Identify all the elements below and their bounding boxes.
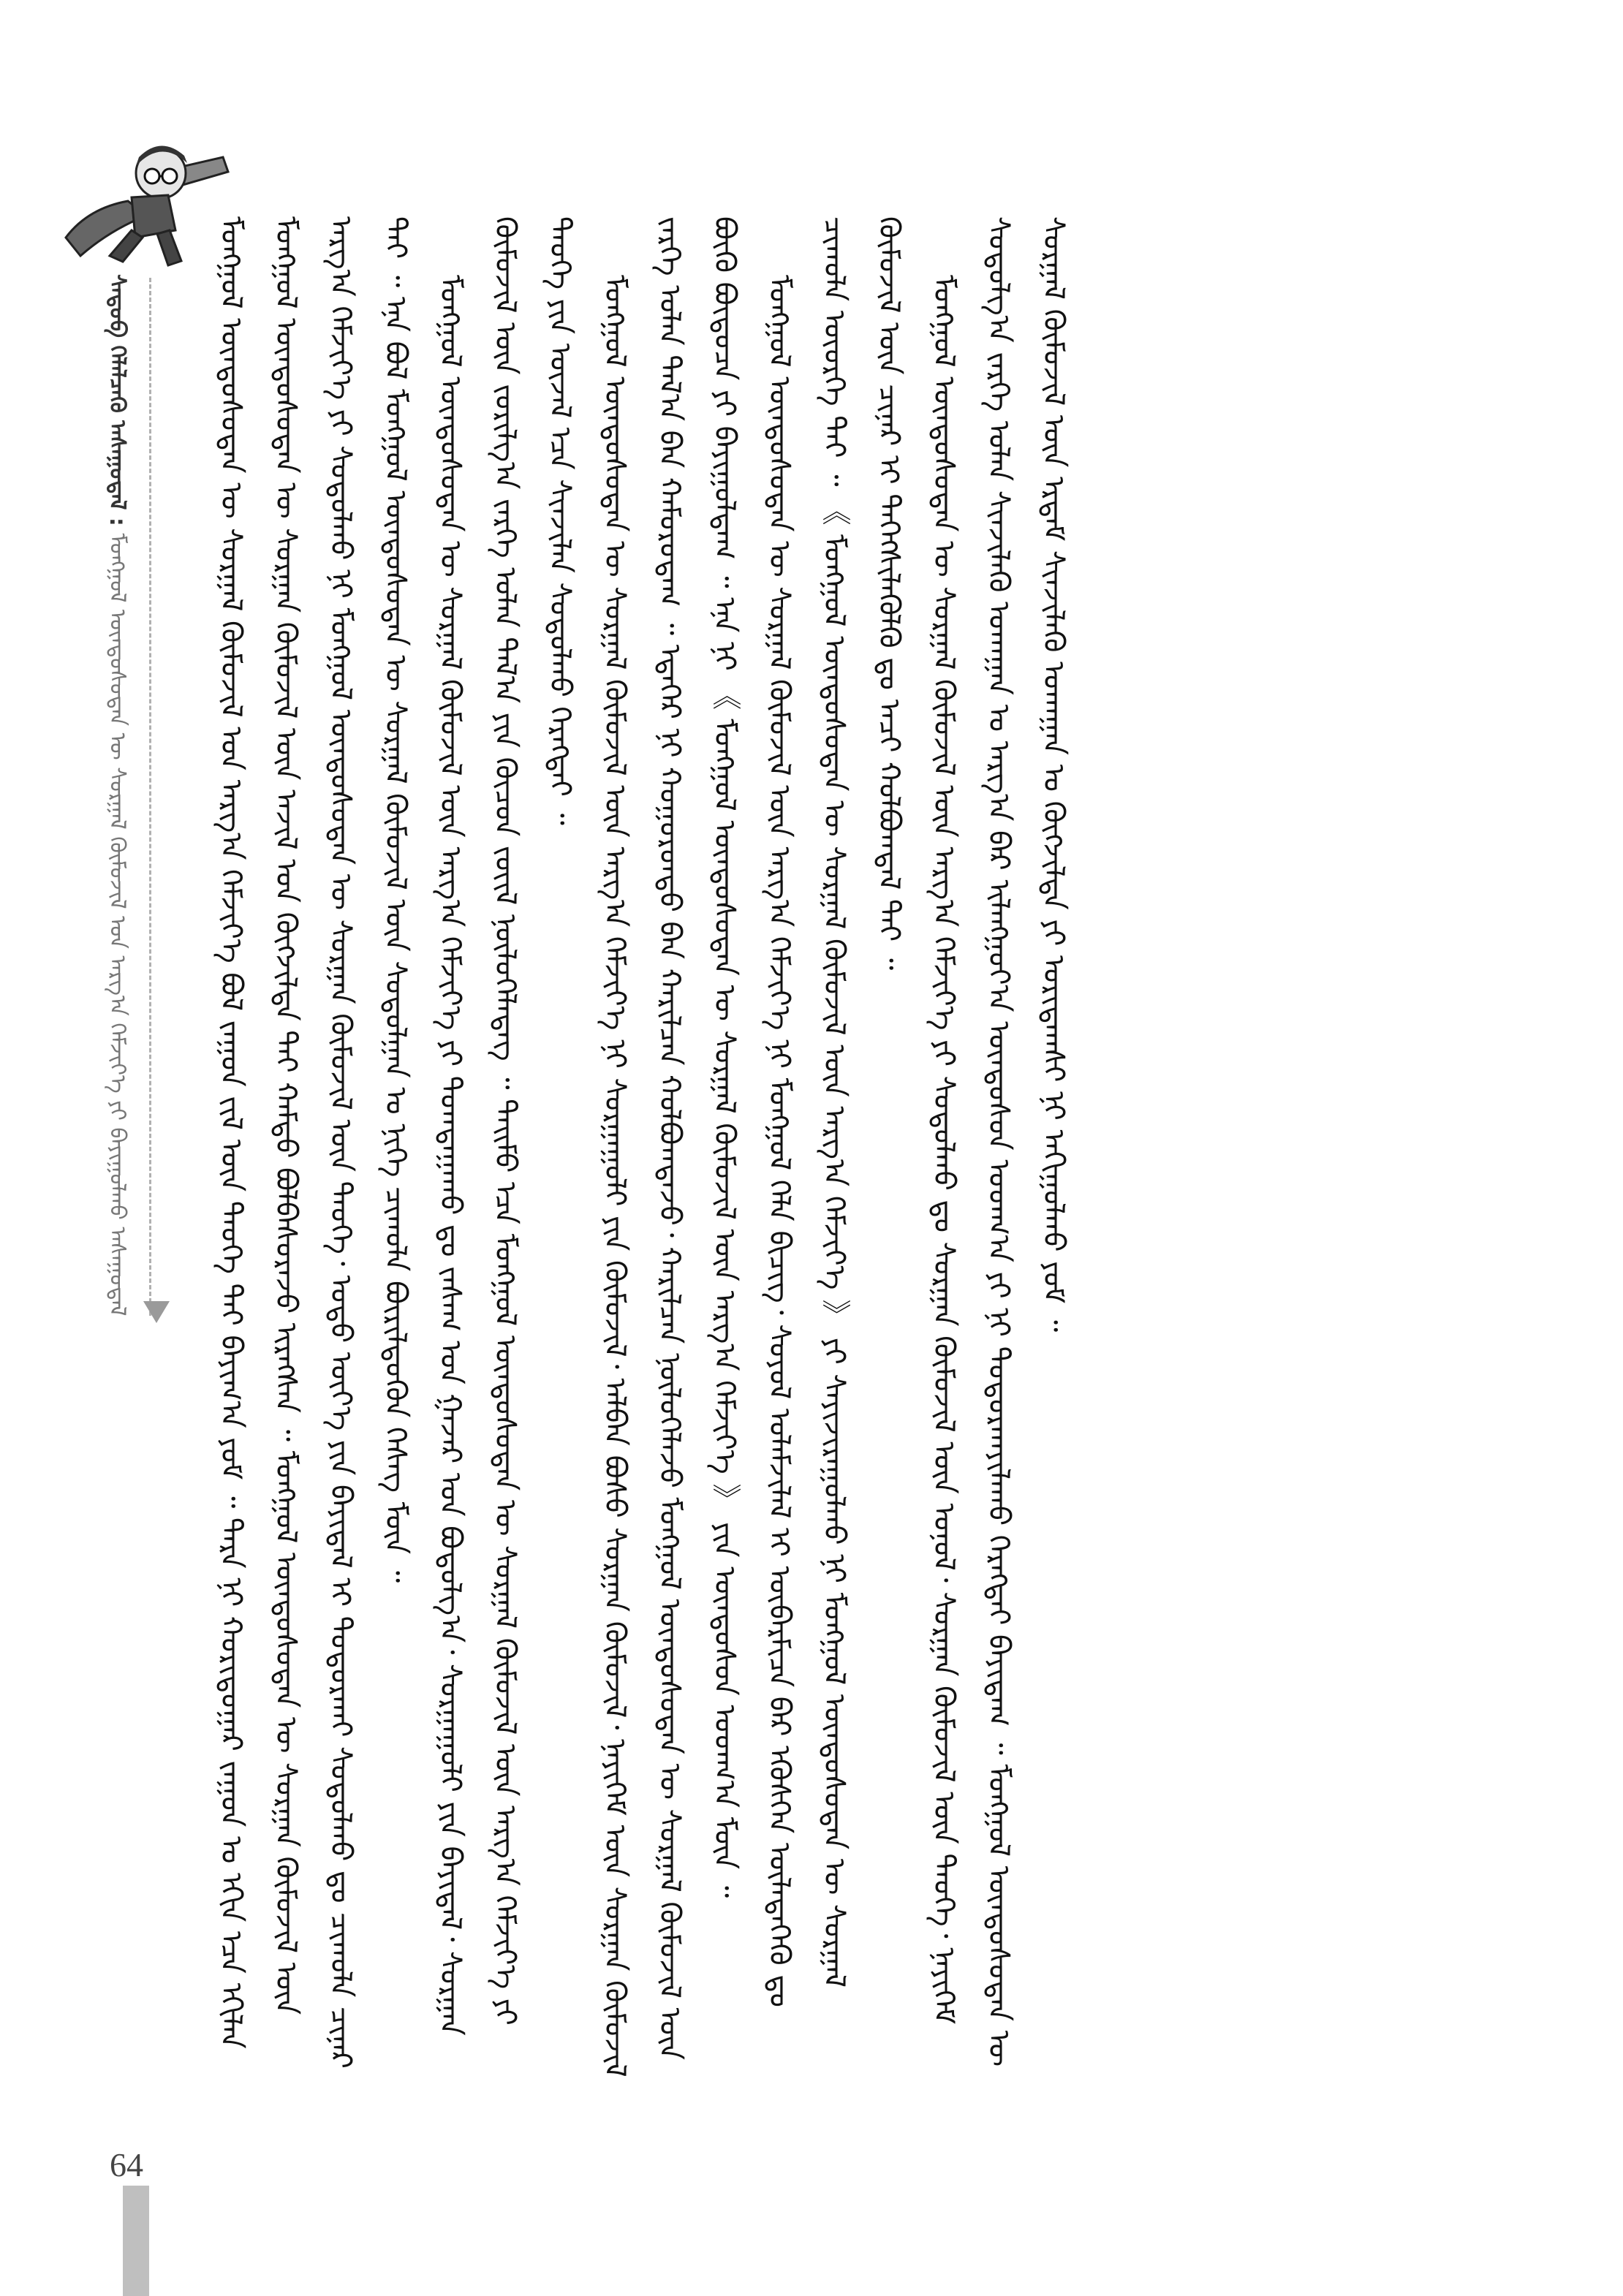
body-text-columns <box>203 216 1446 2088</box>
paragraph: ᠮᠣᠩᠭᠣᠯ ᠦᠨᠳᠦᠰᠦᠲᠡᠨ ᠦ ᠰᠤᠷᠭᠠᠯ ᠬᠦᠮᠦᠵᠢᠯ ᠦᠨ ᠠᠷᠭ᠎ᠠ ᠬᠡᠮᠵᠢᠶ᠎ᠡ ᠨᠢ ᠮᠣᠩᠭᠣᠯ ᠬᠡᠯᠡ ᠪᠢᠴᠢᠭ᠂ ᠰᠣᠶᠣᠯ ᠤᠯᠠᠮᠵᠢᠯᠠᠯ ᠢ ᠥᠪᠡᠷᠮᠢᠴᠡ ᠪᠡᠷ ᠡᠭᠦᠰᠬᠡᠨ ᠦᠯᠡᠳᠡᠭᠡᠬᠦ ᠳᠤ ᠴᠢᠬᠤᠯᠠ ᠦᠦᠷᠭᠡ ᠲᠠᠢ ᠃ 《 ᠮᠣᠩᠭᠣᠯ ᠦᠨᠳᠦᠰᠦᠲᠡᠨ ᠦ ᠰᠤᠷᠭᠠᠯ ᠬᠦᠮᠦᠵᠢᠯ ᠦᠨ ᠠᠷᠭ᠎ᠠ ᠬᠡᠮᠵᠢᠶ᠎ᠡ 》 ᠶᠢ ᠰᠠᠶᠢᠵᠢᠷᠠᠭᠤᠯᠬᠤ ᠨᠢ ᠮᠣᠩᠭᠣᠯ ᠦᠨᠳᠦᠰᠦᠲᠡᠨ ᠦ ᠰᠤᠷᠭᠠᠯ ᠬᠦᠮᠦᠵᠢᠯ ᠦᠨ ᠴᠢᠨᠠᠷ ᠢ ᠳᠡᠭᠡᠭᠰᠢᠯᠡᠭᠦᠯᠬᠦ ᠳᠤ ᠠᠴᠢ ᠬᠣᠯᠪᠣᠭᠳᠠᠯ ᠲᠠᠢ ᠃ <box>763 216 906 2007</box>
paragraph: ᠮᠣᠩᠭᠣᠯ ᠦᠨᠳᠦᠰᠦᠲᠡᠨ ᠦ ᠰᠤᠷᠭᠠᠯ ᠬᠦᠮᠦᠵᠢᠯ ᠦᠨ ᠠᠷᠭ᠎ᠠ ᠬᠡᠮᠵᠢᠶ᠎ᠡ ᠶᠢ ᠰᠤᠳᠤᠯᠬᠤ ᠳᠤ ᠰᠤᠷᠭᠠᠨ ᠬᠦᠮᠦᠵᠢᠯ ᠦᠨ ᠣᠨᠣᠯ᠂ ᠰᠤᠷᠭᠠᠨ ᠬᠦᠮᠦᠵᠢᠯ ᠦᠨ ᠲᠡᠦᠬᠡ᠂ ᠨᠡᠶᠢᠭᠡᠮ ᠰᠤᠳᠤᠯᠭ᠎ᠠ ᠵᠡᠷᠭᠡ ᠣᠯᠠᠨ ᠰᠢᠨᠵᠢᠯᠡᠬᠦ ᠤᠬᠠᠭᠠᠨ ᠤ ᠠᠷᠭ᠎ᠠ ᠪᠠᠷ ᠢᠯᠠᠩᠭᠤᠶ᠎ᠠ ᠦᠨᠳᠦᠰᠦᠨ ᠤᠳᠬ᠎ᠠ ᠶᠢ ᠨᠢ ᠲᠣᠳᠣᠷᠬᠠᠶᠢᠯᠠᠬᠤ ᠬᠡᠷᠡᠭᠲᠡᠢ ᠪᠠᠶᠢᠳᠠᠭ ᠃ ᠮᠣᠩᠭᠣᠯ ᠦᠨᠳᠦᠰᠦᠲᠡᠨ ᠦ ᠰᠤᠷᠭᠠᠯ ᠬᠦᠮᠦᠵᠢᠯ ᠦᠨ ᠡᠷᠳᠡᠮ ᠰᠢᠨᠵᠢᠯᠡᠬᠦ ᠤᠬᠠᠭᠠᠨ ᠤ ᠬᠥᠭᠵᠢᠯᠲᠡ ᠶᠢ ᠤᠷᠢᠳᠠᠭᠰᠢ ᠨᠢ ᠠᠬᠢᠭᠤᠯᠬᠤ ᠶᠤᠮ ᠃ <box>927 216 1070 2067</box>
running-header <box>104 274 130 1327</box>
page-number: 64 <box>110 2146 143 2183</box>
paragraph: ᠮᠣᠩᠭᠣᠯ ᠦᠨᠳᠦᠰᠦᠲᠡᠨ ᠦ ᠰᠤᠷᠭᠠᠯ ᠬᠦᠮᠦᠵᠢᠯ ᠦᠨ ᠠᠷᠭ᠎ᠠ ᠬᠡᠮᠵᠢᠶ᠎ᠡ ᠶᠢ ᠲᠣᠭᠲᠠᠭᠠᠬᠤ ᠳᠤ ᠵᠠᠰᠠᠭ ᠤᠨ ᠭᠠᠵᠠᠷ ᠤᠨ ᠪᠣᠳᠣᠯᠭ᠎ᠠ᠂ ᠰᠤᠷᠭᠠᠭᠤᠯᠢ ᠶᠢᠨ ᠪᠠᠶᠢᠳᠠᠯ᠂ ᠰᠤᠷᠭᠠᠨ ᠬᠦᠮᠦᠵᠢᠯ ᠦᠨ ᠵᠣᠷᠢᠯᠭ᠎ᠠ ᠵᠡᠷᠭᠡ ᠣᠯᠠᠨ ᠲᠠᠯ᠎ᠠ ᠶᠢᠨ ᠬᠦᠴᠦᠨ ᠵᠦᠢᠯ ᠨᠥᠯᠦᠭᠡᠯᠡᠳᠡᠭ ᠃ ᠲᠡᠢᠮᠦ ᠡᠴᠡ ᠮᠣᠩᠭᠣᠯ ᠦᠨᠳᠦᠰᠦᠲᠡᠨ ᠦ ᠰᠤᠷᠭᠠᠯ ᠬᠦᠮᠦᠵᠢᠯ ᠦᠨ ᠠᠷᠭ᠎ᠠ ᠬᠡᠮᠵᠢᠶ᠎ᠡ ᠶᠢ ᠲᠡᠦᠬᠡ ᠶᠢᠨ ᠦᠵᠡᠯ ᠡᠴᠡ ᠰᠢᠨᠵᠢᠯᠡᠨ ᠰᠤᠳᠤᠯᠬᠤ ᠬᠡᠷᠡᠭᠲᠡᠢ ᠃ <box>434 216 577 2036</box>
paragraph: ᠮᠣᠩᠭᠣᠯ ᠦᠨᠳᠦᠰᠦᠲᠡᠨ ᠦ ᠰᠤᠷᠭᠠᠯ ᠬᠦᠮᠦᠵᠢᠯ ᠤᠨ ᠠᠷᠭ᠎ᠠ ᠬᠡᠮᠵᠢᠶ᠎ᠡ ᠪᠣᠯ ᠵᠠᠭᠤᠨ ᠵᠢᠯ ᠦᠨ ᠲᠡᠦᠬᠡ ᠲᠡᠢ ᠪᠠᠶᠢᠭ᠎ᠠ ᠶᠤᠮ ᠃ ᠲᠡᠷᠡ ᠨᠢ ᠬᠣᠷᠢᠳᠤᠭᠠᠷ ᠵᠠᠭᠤᠨ ᠤ ᠡᠬᠢᠨ ᠡᠴᠡ ᠡᠬᠢᠯᠡᠨ ᠮᠣᠩᠭᠣᠯ ᠦᠨᠳᠦᠰᠦᠲᠡᠨ ᠦ ᠰᠤᠷᠭᠠᠨ ᠬᠦᠮᠦᠵᠢᠯ ᠦᠨ ᠠᠵᠢᠯ ᠤᠨ ᠬᠦᠭᠵᠢᠯᠲᠡ ᠲᠠᠢ ᠬᠠᠮᠲᠤ ᠪᠣᠯᠪᠠᠰᠤᠷᠠᠵᠤ ᠢᠷᠡᠭᠰᠡᠨ ᠃ ᠮᠣᠩᠭᠣᠯ ᠦᠨᠳᠦᠰᠦᠲᠡᠨ ᠦ ᠰᠤᠷᠭᠠᠨ ᠬᠦᠮᠦᠵᠢᠯ ᠦᠨ ᠠᠷᠭ᠎ᠠ ᠬᠡᠮᠵᠢᠶ᠎ᠡ ᠶᠢ ᠰᠤᠳᠤᠯᠬᠤ ᠨᠢ ᠮᠣᠩᠭᠣᠯ ᠦᠨᠳᠦᠰᠦᠲᠡᠨ ᠦ ᠰᠤᠷᠭᠠᠨ ᠬᠦᠮᠦᠵᠢᠯ ᠦᠨ ᠲᠡᠦᠬᠡ᠂ ᠣᠳᠣ ᠦᠶ᠎ᠡ ᠶᠢᠨ ᠪᠠᠶᠢᠳᠠᠯ ᠢ ᠲᠣᠳᠣᠷᠬᠠᠶ ᠰᠤᠳᠤᠯᠬᠤ ᠳᠤ ᠴᠢᠬᠤᠯᠠ ᠴᠢᠨᠠᠷ ᠲᠠᠢ ᠃ ᠡᠨᠡ ᠪᠣᠯ ᠮᠣᠩᠭᠣᠯ ᠦᠨᠳᠦᠰᠦᠲᠡᠨ ᠦ ᠰᠤᠷᠭᠠᠯ ᠬᠦᠮᠦᠵᠢᠯ ᠦᠨ ᠰᠤᠳᠤᠯᠭᠠᠨ ᠤ ᠨᠢᠭᠡ ᠴᠢᠬᠤᠯᠠ ᠪᠦᠷᠢᠯᠳᠦᠬᠦᠨ ᠬᠡᠰᠡᠭ ᠮᠥᠨ ᠃ <box>214 216 412 2069</box>
header-label: ᠰᠡᠳᠦᠪ ᠬᠡᠯᠡᠯᠴᠡᠬᠦ ᠠᠰᠠᠭᠤᠳᠠᠯ : <box>105 274 130 526</box>
paragraph: ᠮᠣᠩᠭᠣᠯ ᠦᠨᠳᠦᠰᠦᠲᠡᠨ ᠦ ᠰᠤᠷᠭᠠᠯ ᠬᠦᠮᠦᠵᠢᠯ ᠦᠨ ᠠᠷᠭ᠎ᠠ ᠬᠡᠮᠵᠢᠶ᠎ᠡ ᠨᠢ ᠰᠤᠷᠭᠠᠭᠤᠯᠢ ᠶᠢᠨ ᠬᠦᠮᠦᠵᠢᠯ᠂ ᠠᠯᠪᠠᠨ ᠪᠤᠰᠤ ᠰᠤᠷᠭᠠᠨ ᠬᠦᠮᠦᠵᠢᠯ᠂ ᠨᠡᠶᠢᠭᠡᠮ ᠦᠨ ᠰᠤᠷᠭᠠᠨ ᠬᠦᠮᠦᠵᠢᠯ ᠵᠡᠷᠭᠡ ᠣᠯᠠᠨ ᠲᠠᠯ᠎ᠠ ᠪᠠᠨ ᠬᠠᠮᠤᠷᠤᠳᠠᠭ ᠃ ᠡᠳᠡᠭᠡᠷ ᠨᠢ ᠬᠣᠭᠣᠷᠤᠨᠳᠤ ᠪᠡᠨ ᠬᠠᠷᠢᠯᠴᠠᠨ ᠬᠣᠯᠪᠣᠭᠳᠠᠵᠤ᠂ ᠬᠠᠷᠢᠯᠴᠠᠨ ᠨᠥᠯᠦᠭᠡᠯᠡᠵᠦ ᠮᠣᠩᠭᠣᠯ ᠦᠨᠳᠦᠰᠦᠲᠡᠨ ᠦ ᠰᠤᠷᠭᠠᠯ ᠬᠦᠮᠦᠵᠢᠯ ᠦᠨ ᠪᠦᠬᠦ ᠪᠦᠲᠦᠴᠡ ᠶᠢ ᠪᠠᠶᠢᠭᠤᠯᠳᠠᠭ ᠃ ᠡᠨᠡ ᠨᠢ 《 ᠮᠣᠩᠭᠣᠯ ᠦᠨᠳᠦᠰᠦᠲᠡᠨ ᠦ ᠰᠤᠷᠭᠠᠯ ᠬᠦᠮᠦᠵᠢᠯ ᠦᠨ ᠠᠷᠭ᠎ᠠ ᠬᠡᠮᠵᠢᠶ᠎ᠡ 》 ᠶᠢᠨ ᠦᠨᠳᠦᠰᠦᠨ ᠤᠳᠬ᠎ᠠ ᠮᠥᠨ ᠃ <box>598 216 741 2077</box>
header-dashed-divider <box>149 278 151 1316</box>
page-edge-tab <box>123 2186 149 2296</box>
header-title: ᠮᠣᠩᠭᠣᠯ ᠦᠨᠳᠦᠰᠦᠲᠡᠨ ᠦ ᠰᠤᠷᠭᠠᠯ ᠬᠦᠮᠦᠵᠢᠯ ᠤᠨ ᠠᠷᠭ᠎ᠠ ᠬᠡᠮᠵᠢᠶ᠎ᠡ ᠶᠢ ᠪᠠᠶᠢᠭᠤᠯᠬᠤ ᠠᠰᠠᠭᠤᠳᠠᠯ <box>105 533 130 1316</box>
triangle-arrow-icon <box>143 1301 170 1323</box>
